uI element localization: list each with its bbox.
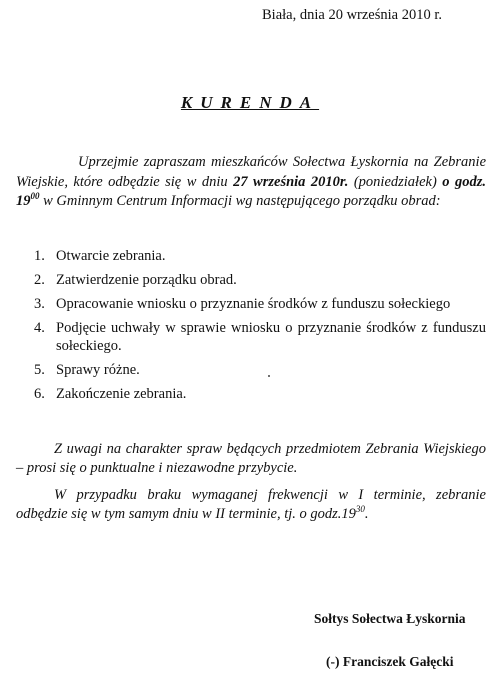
agenda-item: 3. Opracowanie wniosku o przyznanie środków z funduszu sołeckiego bbox=[34, 296, 451, 312]
punctuality-paragraph: Z uwagi na charakter spraw będących przedmiotem Zebrania Wiejskiego – prosi się o punktualne i niezawodne przybycie. bbox=[16, 441, 486, 476]
intro-text-3: w Gminnym Centrum Informacji wg następującego porządku obrad: bbox=[39, 193, 441, 209]
signature-role: Sołtys Sołectwa Łyskornia bbox=[314, 611, 466, 626]
document-date: Biała, dnia 20 września 2010 r. bbox=[262, 7, 442, 23]
second-term-paragraph: W przypadku braku wymaganej frekwencji w I terminie, zebranie odbędzie się w tym samym dniu w II terminie, tj. o $godz.19^{30}$. bbox=[16, 487, 486, 522]
agenda-item: 1. Otwarcie zebrania. bbox=[34, 248, 166, 264]
scan-speck bbox=[268, 375, 270, 377]
intro-paragraph bbox=[16, 153, 486, 212]
agenda-item: 6. Zakończenie zebrania. bbox=[34, 386, 187, 402]
agenda-list bbox=[16, 247, 486, 409]
signature-name: (-) Franciszek Gałęcki bbox=[326, 654, 454, 669]
agenda-item: 4. Podjęcie uchwały w sprawie wniosku o przyznanie środków z funduszu sołeckiego. bbox=[34, 320, 486, 354]
intro-text-2: (poniedziałek) bbox=[348, 173, 443, 190]
intro-meeting-date: 27 września 2010r. bbox=[233, 173, 349, 190]
agenda-item: 2. Zatwierdzenie porządku obrad. bbox=[34, 272, 237, 288]
intro-text-1: Uprzejmie zapraszam mieszkańców Sołectwa Łyskornia na Zebranie Wiejskie, które odbędzie się w dniu bbox=[16, 154, 486, 190]
agenda-item: 5. Sprawy różne. bbox=[34, 362, 140, 378]
intro-meeting-time: o godz. $19^{00}$ bbox=[16, 173, 486, 209]
document-title: KURENDA bbox=[180, 93, 320, 112]
